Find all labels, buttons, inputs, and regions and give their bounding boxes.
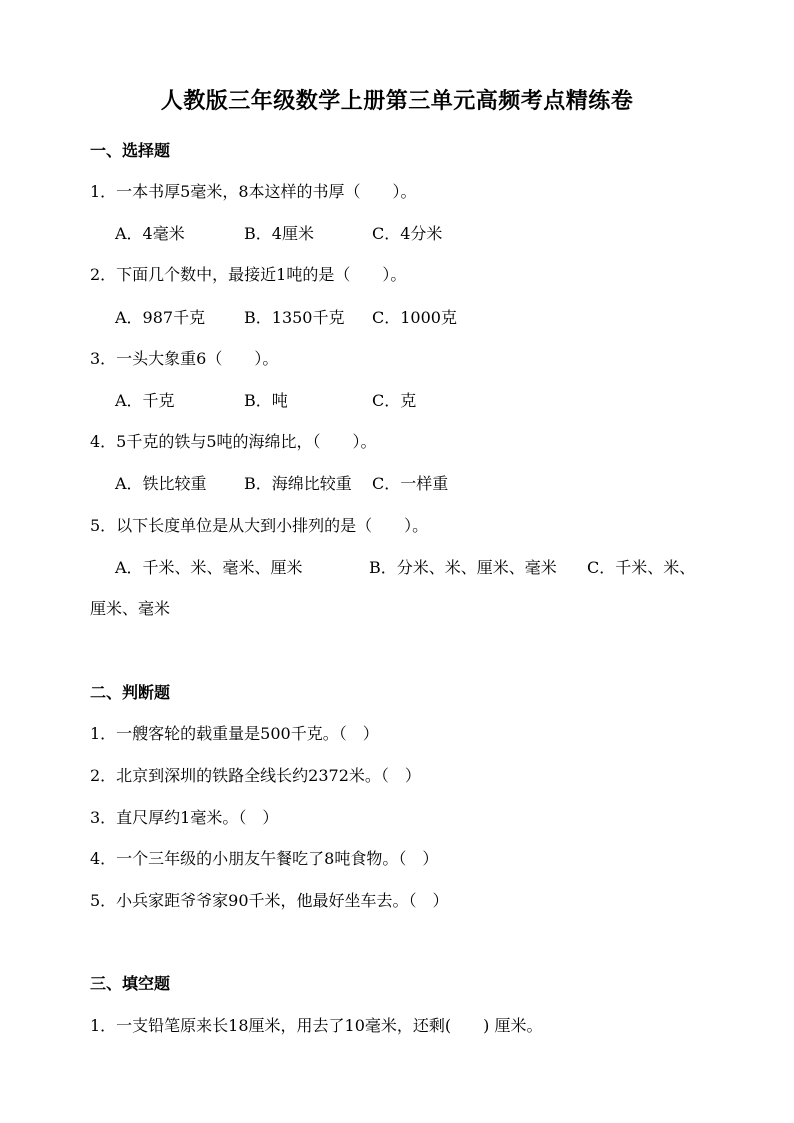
option-a: A．4毫米 bbox=[115, 224, 185, 243]
judgment-question-4: 4．一个三年级的小朋友午餐吃了8吨食物。（ ） bbox=[90, 849, 439, 868]
option-c: C．克 bbox=[372, 391, 417, 410]
choice-question-4: 4．5千克的铁与5吨的海绵比，（ ）。 bbox=[90, 432, 377, 451]
judgment-question-3: 3．直尺厚约1毫米。（ ） bbox=[90, 808, 279, 827]
fill-blank-question-1: 1．一支铅笔原来长18厘米，用去了10毫米，还剩( ) 厘米。 bbox=[90, 1016, 543, 1035]
choice-question-5: 5．以下长度单位是从大到小排列的是（ ）。 bbox=[90, 516, 429, 535]
page-title: 人教版三年级数学上册第三单元高频考点精练卷 bbox=[160, 88, 634, 114]
option-b: B．分米、米、厘米、毫米 bbox=[369, 558, 557, 577]
judgment-question-1: 1．一艘客轮的载重量是500千克。（ ） bbox=[90, 724, 379, 743]
option-a: A．铁比较重 bbox=[115, 474, 207, 493]
judgment-question-5: 5．小兵家距爷爷家90千米，他最好坐车去。（ ） bbox=[90, 891, 449, 910]
option-b: B．4厘米 bbox=[244, 224, 314, 243]
section-heading-judgment: 二、判断题 bbox=[90, 683, 171, 702]
option-c: C．千米、米、 bbox=[587, 558, 696, 577]
option-b: B．海绵比较重 bbox=[244, 474, 352, 493]
option-b: B．吨 bbox=[244, 391, 288, 410]
section-heading-fill-blank: 三、填空题 bbox=[90, 974, 171, 993]
option-c: C．1000克 bbox=[372, 308, 457, 327]
option-b: B．1350千克 bbox=[244, 308, 345, 327]
option-c: C．一样重 bbox=[372, 474, 449, 493]
section-heading-choice: 一、选择题 bbox=[90, 141, 171, 160]
option-a: A．987千克 bbox=[115, 308, 206, 327]
option-a: A．千克 bbox=[115, 391, 175, 410]
choice-question-1: 1．一本书厚5毫米，8本这样的书厚（ ）。 bbox=[90, 182, 417, 201]
choice-question-3: 3．一头大象重6（ ）。 bbox=[90, 349, 279, 368]
option-a: A．千米、米、毫米、厘米 bbox=[115, 558, 303, 577]
choice-question-2: 2．下面几个数中，最接近1吨的是（ ）。 bbox=[90, 265, 407, 284]
judgment-question-2: 2．北京到深圳的铁路全线长约2372米。（ ） bbox=[90, 766, 421, 785]
choice-question-5-continuation: 厘米、毫米 bbox=[90, 599, 171, 618]
option-c: C．4分米 bbox=[372, 224, 443, 243]
